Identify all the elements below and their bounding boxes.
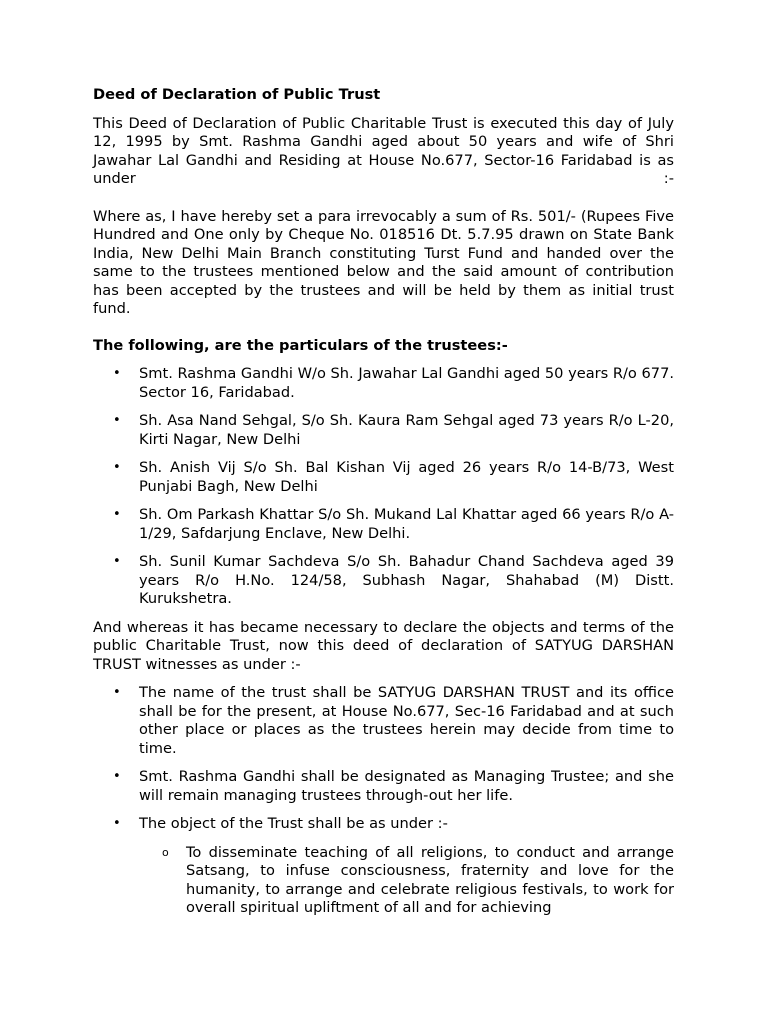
bullet-icon: • [113,769,121,784]
list-item [93,459,674,496]
list-item [93,815,674,834]
term-text: The object of the Trust shall be as under :- [139,815,448,832]
trustee-text: Sh. Om Parkash Khattar S/o Sh. Mukand Lal Khattar aged 66 years R/o A-1/29, Safdarjung Enclave, New Delhi. [139,506,674,542]
list-item [93,844,674,918]
term-text: Smt. Rashma Gandhi shall be designated as Managing Trustee; and she will remain managing trustees through-out her life. [139,768,674,804]
bullet-icon: • [113,507,121,522]
terms-list [93,684,674,834]
bullet-icon: • [113,685,121,700]
list-item [93,684,674,758]
list-item [93,365,674,402]
document-title: Deed of Declaration of Public Trust [93,86,381,103]
object-text: To disseminate teaching of all religions, to conduct and arrange Satsang, to infuse consciousness, fraternity and love for the humanity, to arrange and celebrate religious festivals, to work for overall spiritual upliftment of all and for achieving [186,843,674,916]
circle-bullet-icon: o [162,845,169,859]
list-item [93,412,674,449]
bullet-icon: • [113,366,121,381]
trustee-text: Smt. Rashma Gandhi W/o Sh. Jawahar Lal Gandhi aged 50 years R/o 677. Sector 16, Faridabad. [139,365,674,401]
declaration-paragraph: This Deed of Declaration of Public Charitable Trust is executed this day of July 12, 1995 by Smt. Rashma Gandhi aged about 50 years and wife of Shri Jawahar Lal Gandhi and Residing at House No.677, Sector-16 Faridabad is as under :- [93,114,674,187]
list-item [93,553,674,609]
trustee-text: Sh. Sunil Kumar Sachdeva S/o Sh. Bahadur Chand Sachdeva aged 39 years R/o H.No. 124/58, Subhash Nagar, Shahabad (M) Distt. Kurukshetra. [139,553,674,607]
bullet-icon: • [113,413,121,428]
term-text: The name of the trust shall be SATYUG DARSHAN TRUST and its office shall be for the present, at House No.677, Sec-16 Faridabad and at such other place or places as the trustees herein may decide from time to time. [139,684,674,757]
whereas-paragraph: And whereas it has became necessary to declare the objects and terms of the public Charitable Trust, now this deed of declaration of SATYUG DARSHAN TRUST witnesses as under :- [93,618,674,673]
document-page [93,86,674,918]
trustee-text: Sh. Asa Nand Sehgal, S/o Sh. Kaura Ram Sehgal aged 73 years R/o L-20, Kirti Nagar, New Delhi [139,412,674,448]
list-item [93,768,674,805]
objects-list [93,844,674,918]
list-item [93,506,674,543]
trustees-heading: The following, are the particulars of the trustees:- [93,336,508,354]
bullet-icon: • [113,554,121,569]
bullet-icon: • [113,816,121,831]
trustees-list [93,365,674,609]
trustee-text: Sh. Anish Vij S/o Sh. Bal Kishan Vij aged 26 years R/o 14-B/73, West Punjabi Bagh, New Delhi [139,459,674,495]
trust-fund-paragraph: Where as, I have hereby set a para irrevocably a sum of Rs. 501/- (Rupees Five Hundred and One only by Cheque No. 018516 Dt. 5.7.95 drawn on State Bank India, New Delhi Main Branch constituting Turst Fund and handed over the same to the trustees mentioned below and the said amount of contribution has been accepted by the trustees and will be held by them as initial trust fund. [93,207,674,317]
bullet-icon: • [113,460,121,475]
